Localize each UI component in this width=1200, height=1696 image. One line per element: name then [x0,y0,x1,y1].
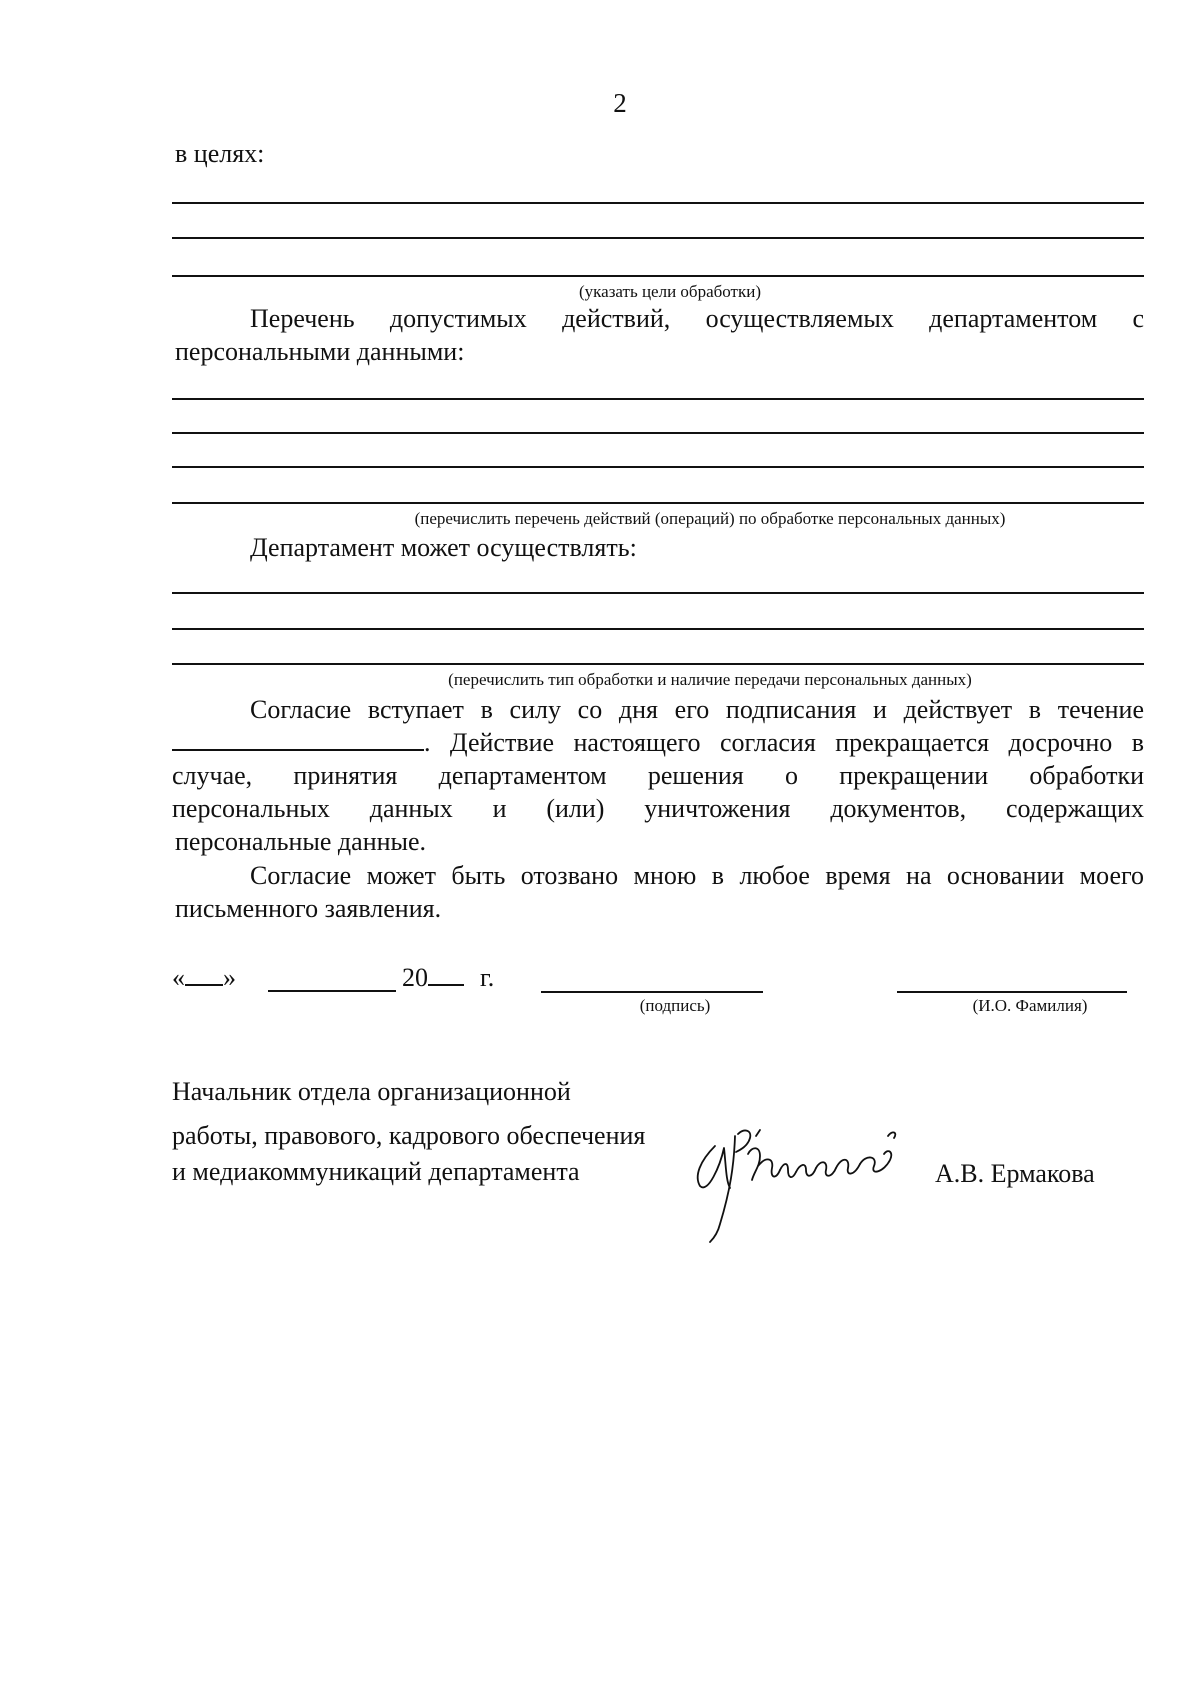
validity-period-blank[interactable] [172,727,424,751]
official-title-line-1: Начальник отдела организационной [172,1077,571,1106]
page-number: 2 [613,88,627,118]
validity-line-2 [172,726,1144,759]
official-name: А.В. Ермакова [935,1159,1095,1188]
year-field [402,962,464,994]
date-close-quote: » [223,963,236,992]
purposes-line-1 [172,202,1144,204]
year-suffix: г. [480,963,495,992]
validity-line-1: Согласие вступает в силу со дня его подписания и действует в течение [250,695,1144,724]
validity-line-4: персональных данных и (или) уничтожения документов, содержащих [172,794,1144,823]
withdrawal-line-1: Согласие может быть отозвано мною в любое время на основании моего [250,861,1144,890]
withdrawal-line-2: письменного заявления. [175,894,442,923]
actions-line-3 [172,466,1144,468]
official-title-line-2: работы, правового, кадрового обеспечения [172,1121,646,1150]
actions-text-line-1: Перечень допустимых действий, осуществляемых департаментом с [250,304,1144,333]
actions-line-2 [172,432,1144,434]
name-blank[interactable] [897,991,1127,993]
actions-text-line-2: персональными данными: [175,337,465,366]
date-row [172,962,236,994]
date-open-quote: « [172,963,185,992]
purposes-intro: в целях: [175,139,265,168]
processing-line-1 [172,592,1144,594]
actions-line-1 [172,398,1144,400]
purposes-caption: (указать цели обработки) [578,282,761,301]
processing-text: Департамент может осуществлять: [250,533,637,562]
processing-caption: (перечислить тип обработки и наличие передачи персональных данных) [448,670,972,689]
purposes-line-3 [172,275,1144,277]
actions-line-4 [172,502,1144,504]
actions-caption: (перечислить перечень действий (операций) по обработке персональных данных) [414,509,1006,528]
purposes-line-2 [172,237,1144,239]
processing-line-2 [172,628,1144,630]
month-blank[interactable] [268,968,396,992]
validity-line-3: случае, принятия департаментом решения о прекращении обработки [172,761,1144,790]
validity-line-5: персональные данные. [175,827,427,856]
signature-caption: (подпись) [639,996,711,1015]
signature-blank[interactable] [541,991,763,993]
year-blank[interactable] [428,962,464,986]
validity-line-2-text: . Действие настоящего согласия прекращается досрочно в [424,728,1144,757]
processing-line-3 [172,663,1144,665]
name-caption: (И.О. Фамилия) [972,996,1088,1015]
year-prefix: 20 [402,963,428,992]
handwritten-signature [680,1106,930,1251]
day-blank[interactable] [185,962,223,986]
official-title-line-3: и медиакоммуникаций департамента [172,1157,580,1186]
